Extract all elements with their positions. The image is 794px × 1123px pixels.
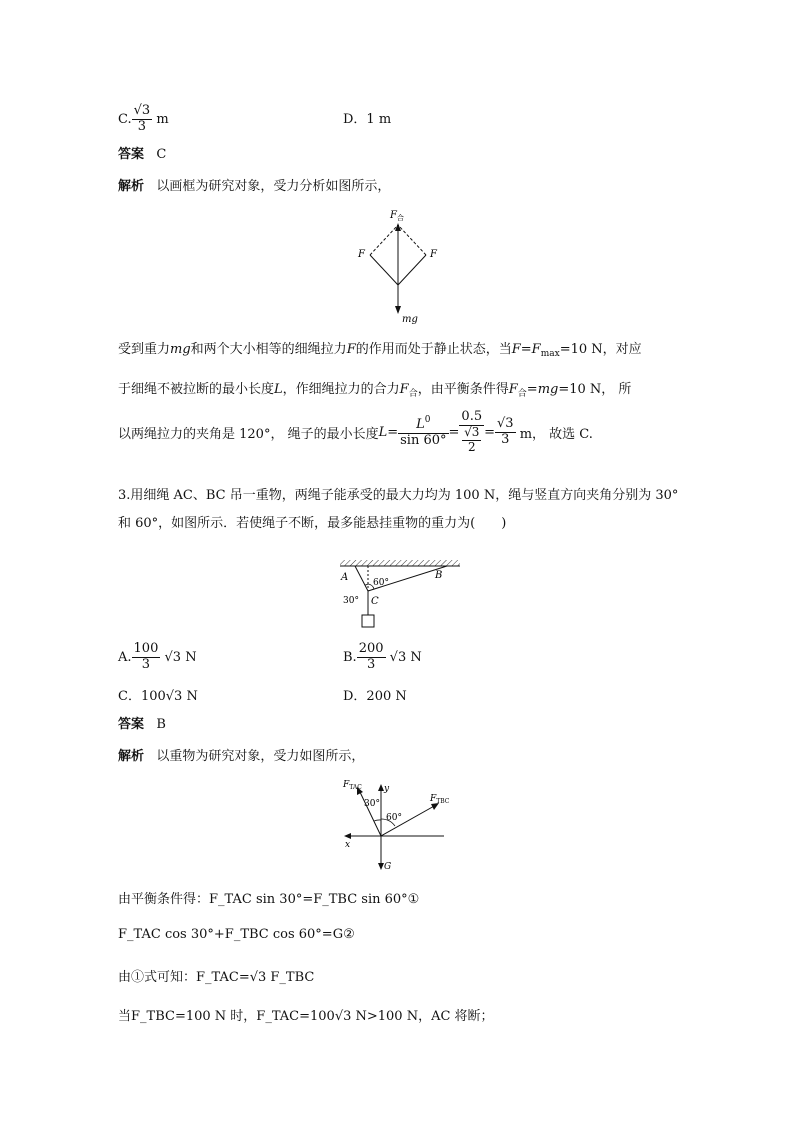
label-b: B	[435, 570, 443, 581]
equation-4: 当F_TBC=100 N 时，F_TAC=100√3 N>100 N，AC 将断；	[118, 1009, 494, 1024]
force-diagram-1	[350, 205, 450, 330]
option-a[interactable]: A. $\frac{100}{3}$ √3 N	[118, 641, 197, 672]
analysis-2: 解析 以重物为研究对象，受力如图所示，	[118, 749, 365, 764]
answer-2: 答案 B	[118, 717, 166, 732]
label-30-deg: 30°	[364, 799, 380, 809]
equation-1: 由平衡条件得：F_TAC sin 30°=F_TBC sin 60°①	[118, 892, 420, 907]
analysis-line-2: 于细绳不被拉断的最小长度L，作细绳拉力的合力$F_合$，由平衡条件得$F_合=mg=10$ N， 所	[118, 382, 632, 399]
hanging-weight-diagram	[335, 558, 465, 636]
coordinate-force-diagram	[338, 775, 453, 875]
label-f-right: F	[430, 249, 437, 260]
label-f-tbc: $F_{TBC}$	[430, 794, 450, 805]
analysis-line-1: 受到重力mg和两个大小相等的细绳拉力F的作用而处于静止状态，当$F=F_{max}=10$ N，对应	[118, 342, 642, 359]
label-g: G	[384, 862, 392, 872]
label-mg: mg	[402, 314, 418, 325]
label-f-left: F	[358, 249, 365, 260]
label-f-resultant: $F_合$	[390, 210, 404, 222]
analysis-line-3: 以两绳拉力的夹角是 120°， 绳子的最小长度L= $\frac{L^0}{\sin 60^\circ}$ = $\frac{0.5}{\frac{√3}{2}}$ = $\frac{√3}{3}$ m， 故选 C.	[118, 409, 593, 454]
label-60-deg: 60°	[386, 813, 402, 823]
question-3-line-2: 和 60°，如图所示．若使绳子不断，最多能悬挂重物的重力为( )	[118, 516, 507, 531]
prev-option-d: D．1 m	[343, 112, 392, 127]
label-30: 30°	[343, 596, 359, 606]
option-c[interactable]: C．100√3 N	[118, 689, 198, 704]
label-x: x	[345, 840, 351, 850]
prev-option-c: C. $\frac{√3}{3}$ m	[118, 103, 169, 134]
equation-2: F_TAC cos 30°+F_TBC cos 60°=G②	[118, 927, 355, 942]
equation-3: 由①式可知：F_TAC=√3 F_TBC	[118, 970, 315, 985]
label-60: 60°	[373, 578, 389, 588]
question-3-line-1: 3.用细绳 AC、BC 吊一重物，两绳子能承受的最大力均为 100 N，绳与竖直方向夹角分别为 30°	[118, 488, 679, 503]
label-a: A	[341, 572, 349, 583]
label-y: y	[384, 784, 390, 794]
answer-1: 答案 C	[118, 147, 167, 162]
option-d[interactable]: D．200 N	[343, 689, 407, 704]
analysis-1: 解析 以画框为研究对象，受力分析如图所示，	[118, 179, 391, 194]
label-c: C	[371, 596, 379, 607]
option-b[interactable]: B. $\frac{200}{3}$ √3 N	[343, 641, 422, 672]
label-f-tac: $F_{TAC}$	[343, 780, 362, 791]
